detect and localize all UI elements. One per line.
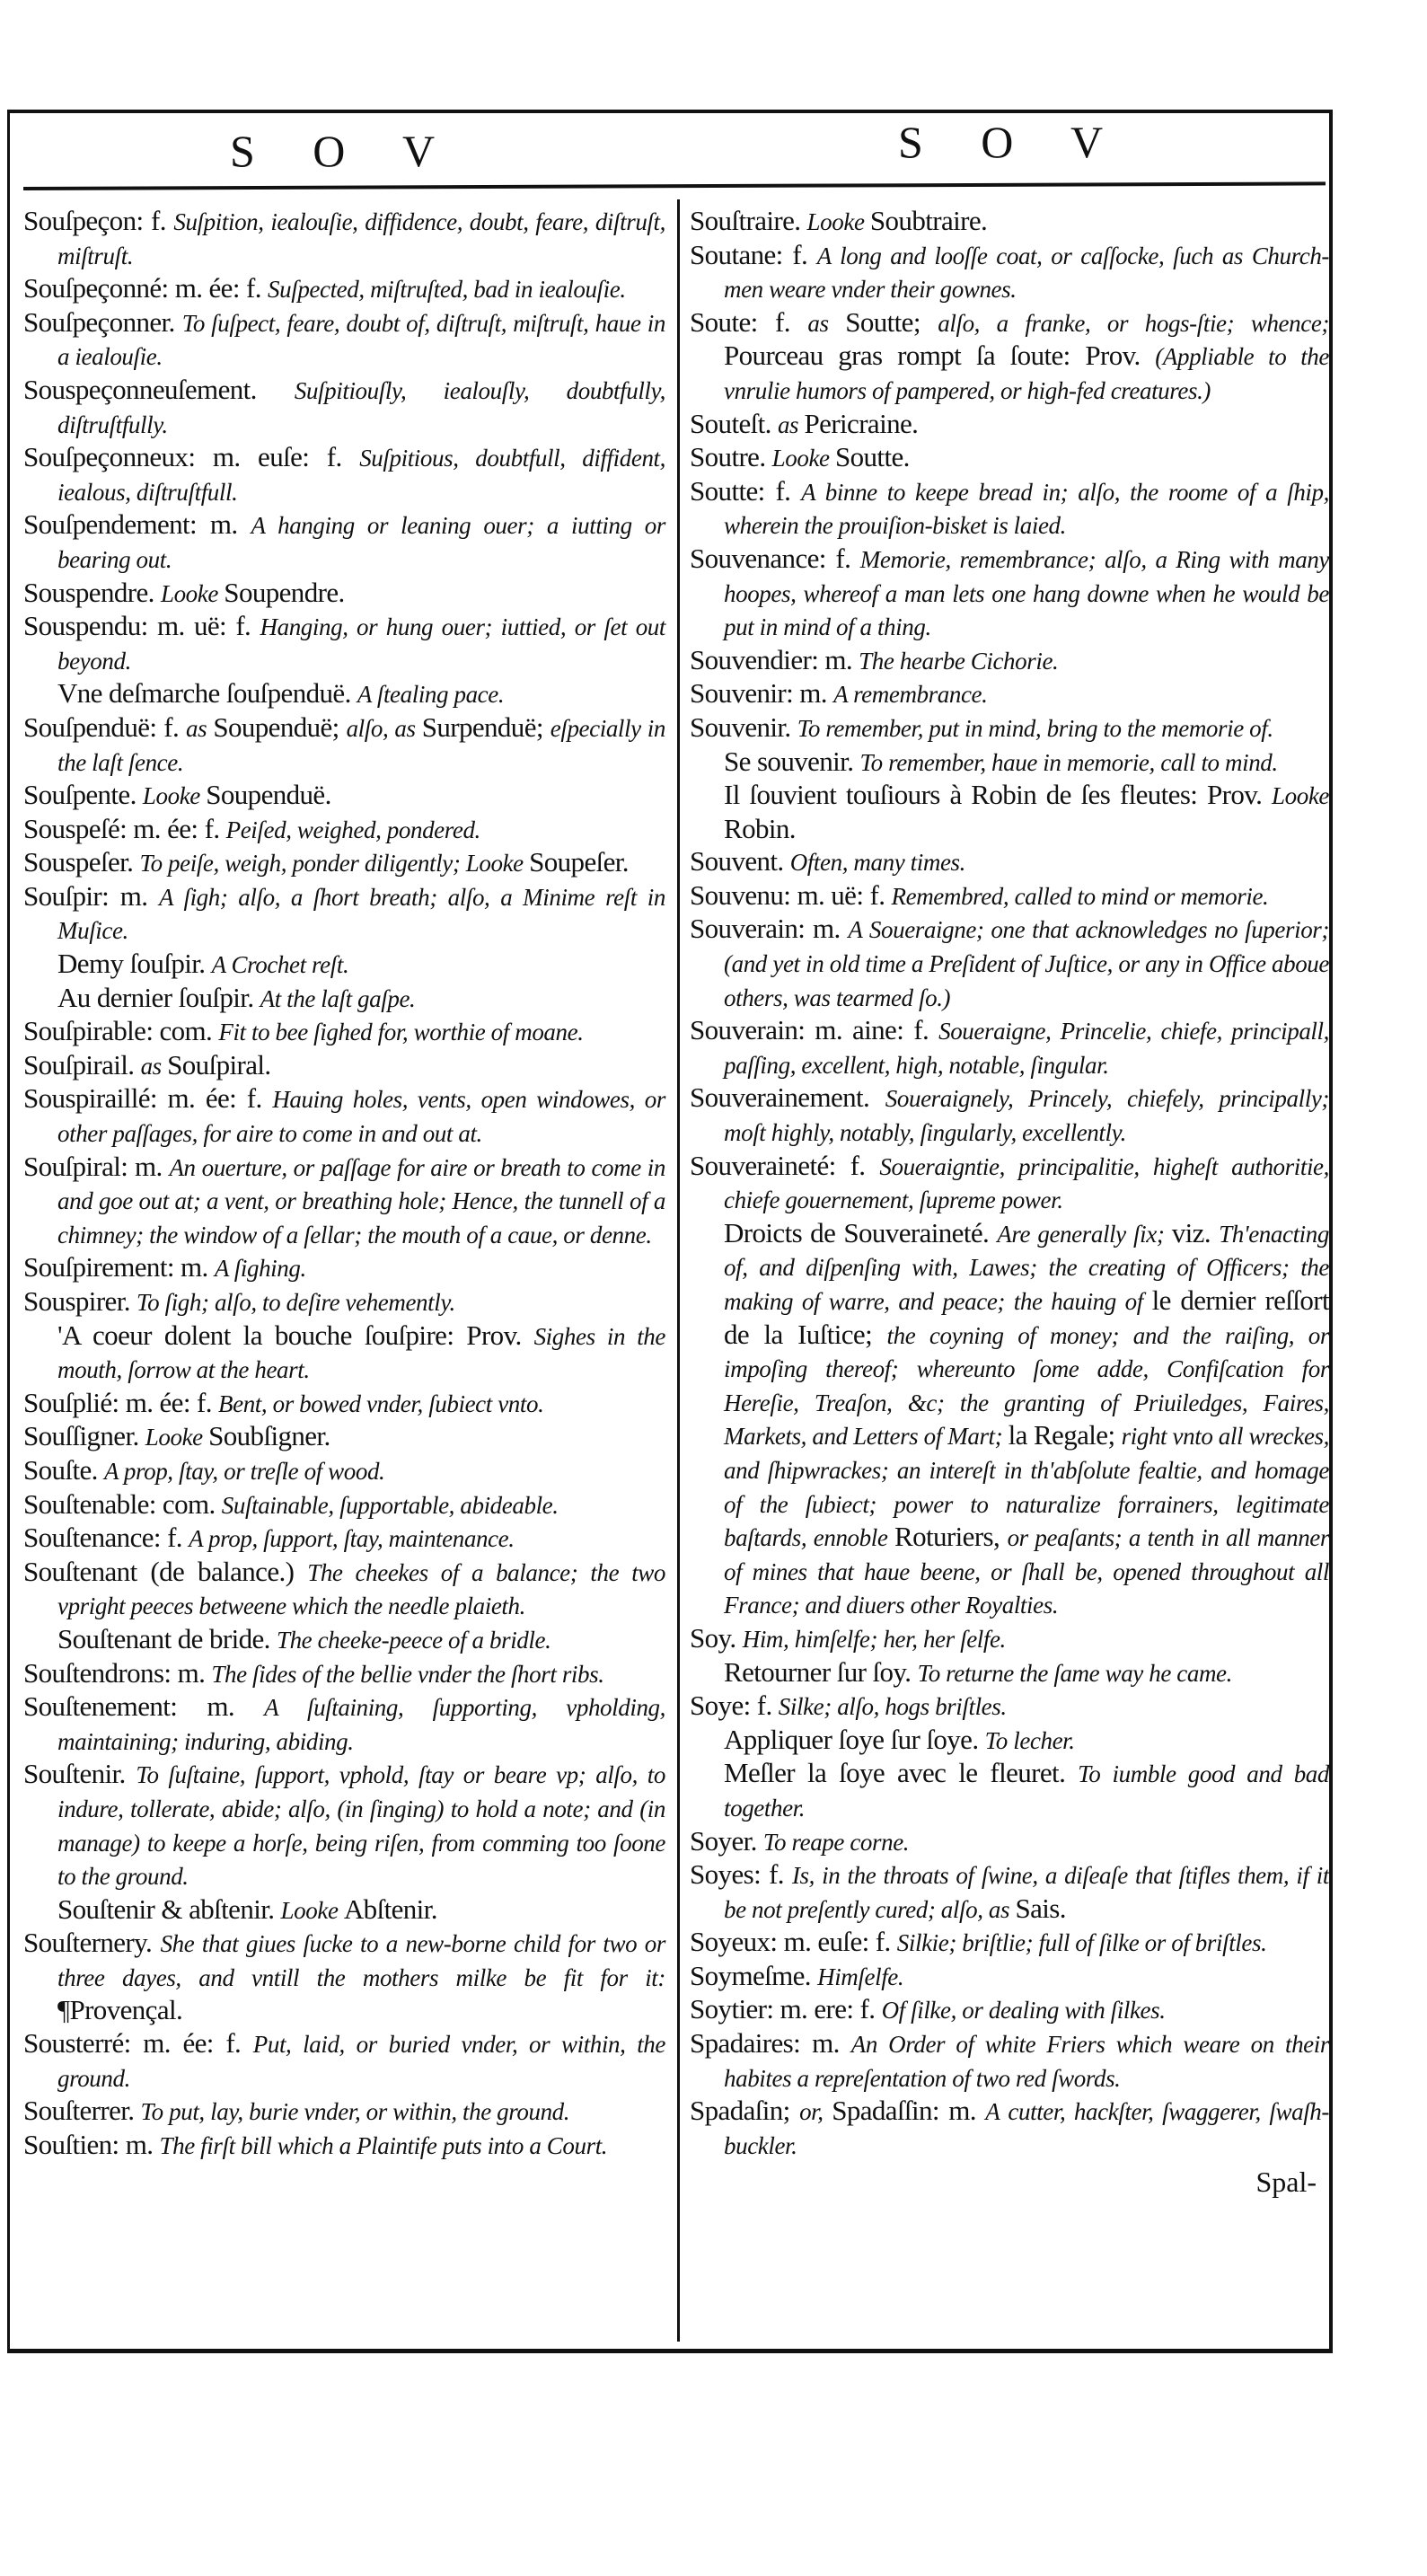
dictionary-entry: [23, 2129, 665, 2163]
english-gloss: Soueraigntie, principalitie, higheſt authoritie, chiefe gouernement, ſupreme power.: [724, 1152, 1329, 1214]
headword: Souſtenement: m.: [23, 1690, 265, 1723]
english-gloss: To returne the ſame way he came.: [917, 1659, 1232, 1687]
english-gloss: Looke: [280, 1896, 344, 1924]
dictionary-entry: [23, 306, 665, 374]
english-gloss: A Crochet reſt.: [211, 951, 349, 979]
headword: Souspeſer.: [23, 846, 140, 878]
english-gloss: To ſuſtaine, ſupport, vphold, ſtay or beare vp; alſo, to indure, tollerate, abide; alſo, (in ſinging) to hold a note; and (in manage) to keepe a horſe, being riſen, from comming too ſoone to the ground.: [57, 1761, 665, 1891]
headword: Souverain: m.: [690, 913, 849, 945]
french-text: Sais.: [1015, 1892, 1066, 1924]
french-text: la Regale;: [1008, 1419, 1122, 1451]
dictionary-entry: [690, 1960, 1329, 1994]
left-column: [23, 205, 665, 2162]
english-gloss: A prop, ſupport, ſtay, maintenance.: [189, 1525, 515, 1553]
french-text: ¶Provençal.: [57, 1994, 183, 2026]
sub-entry: [690, 1656, 1329, 1690]
headword: Souspendu: m. uë: f.: [23, 610, 260, 642]
headword: Souspeſé: m. ée: f.: [23, 812, 226, 844]
dictionary-entry: [690, 239, 1329, 306]
headword: Soyeux: m. euſe: f.: [690, 1926, 897, 1958]
dictionary-entry: [690, 711, 1329, 745]
french-text: Surpenduë;: [421, 710, 551, 743]
headword: Souſtenance: f.: [23, 1522, 189, 1554]
sub-entry: [690, 1757, 1329, 1824]
headword: Retourner ſur ſoy.: [724, 1655, 918, 1688]
english-gloss: To ſuſpect, feare, doubt of, diſtruſt, miſtruſt, haue in a iealouſie.: [57, 309, 665, 371]
french-text: Soupeſer.: [529, 846, 629, 878]
headword: Spadaſin;: [690, 2095, 800, 2127]
sub-entry: [690, 1724, 1329, 1758]
dictionary-entry: [23, 577, 665, 611]
headword: Souvenir: m.: [690, 677, 834, 710]
headword: Soytier: m. ere: f.: [690, 1993, 882, 2025]
dictionary-entry: [690, 1081, 1329, 1149]
english-gloss: A ſighing.: [214, 1255, 306, 1283]
english-gloss: as: [807, 309, 846, 337]
headword: Souſtraire.: [690, 205, 807, 236]
running-head-left: S O V: [230, 126, 459, 176]
english-gloss: Of ſilke, or dealing with ſilkes.: [881, 1997, 1166, 2025]
english-gloss: A prop, ſtay, or treſle of wood.: [103, 1457, 385, 1485]
french-text: viz.: [1171, 1216, 1220, 1248]
dictionary-entry: [23, 508, 665, 576]
english-gloss: The cheeke-peece of a bridle.: [276, 1626, 551, 1654]
dictionary-entry: [690, 1014, 1329, 1081]
dictionary-entry: [23, 1454, 665, 1488]
english-gloss: To iumble good and bad together.: [724, 1760, 1329, 1822]
headword: Souſpeçonné: m. ée: f.: [23, 272, 269, 304]
headword: Souſpeçonner.: [23, 305, 182, 338]
headword: Souſpir: m.: [23, 879, 160, 912]
headword: Souſte.: [23, 1453, 104, 1486]
dictionary-entry: [690, 306, 1329, 408]
french-text: Souſpiral.: [167, 1048, 271, 1081]
dictionary-entry: [23, 1927, 665, 2027]
english-gloss: alſo, a franke, or hogs-ſtie; whence;: [938, 309, 1329, 337]
headword: Soutane: f.: [690, 238, 817, 270]
headword: Souſpirable: com.: [23, 1015, 219, 1047]
dictionary-entry: [23, 2095, 665, 2129]
french-text: Pourceau gras rompt ſa ſoute: Prov.: [724, 340, 1156, 372]
right-column: [690, 205, 1329, 2351]
english-gloss: Soueraignely, Princely, chiefely, principally; moſt highly, notably, ſingularly, excellently.: [724, 1085, 1329, 1147]
french-text: Spadaſſin: m.: [832, 2095, 986, 2127]
headword: Sousterré: m. ée: f.: [23, 2027, 253, 2060]
english-gloss: Memorie, remembrance; alſo, a Ring with many hoopes, whereof a man lets one hang downe when he would be put in mind of a thing.: [724, 545, 1330, 641]
headword: Meſler la ſoye avec le fleuret.: [724, 1757, 1079, 1789]
english-gloss: To lecher.: [984, 1726, 1075, 1754]
dictionary-entry: [23, 1420, 665, 1454]
running-head-right: S O V: [898, 117, 1127, 167]
french-text: le dernier reſſort de la Iuſtice;: [724, 1284, 1329, 1350]
sub-entry: [23, 677, 665, 711]
headword: Souſpente.: [23, 779, 143, 811]
english-gloss: Looke: [145, 1424, 209, 1451]
english-gloss: A ſtealing pace.: [357, 681, 505, 709]
sub-entry: [23, 1893, 665, 1928]
headword: Soymeſme.: [690, 1959, 818, 1991]
english-gloss: eſpecially in the laſt ſence.: [57, 714, 665, 776]
english-gloss: To remember, haue in memorie, call to mind.: [859, 748, 1278, 776]
dictionary-entry: [690, 543, 1329, 644]
dictionary-entry: [690, 1622, 1329, 1656]
headword: Spadaires: m.: [690, 2027, 851, 2060]
headword: Souverain: m. aine: f.: [690, 1014, 939, 1046]
english-gloss: To remember, put in mind, bring to the memorie of.: [797, 714, 1273, 742]
dictionary-entry: [23, 1285, 665, 1319]
english-gloss: the coyning of money; and the raiſing, or impoſing thereof; whereunto ſome adde, Confiſcation for Hereſie, Treaſon, &c; the granting of Priuiledges, Faires, Markets, and Letters of Mart;: [724, 1321, 1329, 1451]
headword: Souſtenable: com.: [23, 1487, 222, 1520]
headword: Souvent.: [690, 845, 790, 878]
english-gloss: Often, many times.: [789, 849, 965, 877]
english-gloss: Hauing holes, vents, open windowes, or other paſſages, for aire to come in and out at.: [57, 1086, 665, 1148]
dictionary-entry: [23, 1657, 665, 1691]
headword: Soy.: [690, 1621, 743, 1654]
dictionary-entry: [690, 845, 1329, 879]
column-divider: [677, 199, 680, 2342]
english-gloss: Is, in the throats of ſwine, a diſeaſe that ſtifles them, if it be not preſently cured; alſo, as: [724, 1862, 1329, 1923]
headword: Appliquer ſoye ſur ſoye.: [724, 1723, 985, 1755]
english-gloss: (Appliable to the vnrulie humors of pampered, or high-fed creatures.): [724, 343, 1329, 404]
english-gloss: Suſpected, miſtruſted, bad in iealouſie.: [268, 276, 626, 304]
english-gloss: Sighes in the mouth, ſorrow at the heart.: [57, 1322, 665, 1384]
dictionary-entry: [23, 1556, 665, 1623]
sub-entry: [23, 948, 665, 982]
dictionary-entry: [23, 2027, 665, 2095]
dictionary-entry: [690, 205, 1329, 239]
dictionary-entry: [23, 610, 665, 677]
dictionary-entry: [23, 1151, 665, 1252]
headword: Souſpeçonneux: m. euſe: f.: [23, 441, 360, 473]
french-text: Soupendre.: [224, 576, 345, 608]
dictionary-entry: [23, 272, 665, 306]
dictionary-entry: [690, 644, 1329, 678]
headword: Souvenir.: [690, 710, 797, 743]
english-gloss: Peiſed, weighed, pondered.: [225, 816, 480, 843]
english-gloss: An Order of white Friers which weare on their habites a repreſentation of two red ſwords.: [724, 2031, 1329, 2092]
headword: Droicts de Souveraineté.: [724, 1216, 998, 1248]
headword: Souſtenant de bride.: [57, 1622, 277, 1654]
headword: Souſtien: m.: [23, 2128, 160, 2160]
dictionary-entry: [23, 1251, 665, 1285]
headword: Souſplié: m. ée: f.: [23, 1386, 219, 1418]
catchword: Spal-: [1255, 2166, 1317, 2198]
english-gloss: Put, laid, or buried vnder, or within, the ground.: [57, 2031, 665, 2092]
dictionary-entry: [690, 475, 1329, 543]
french-text: Soutte.: [834, 441, 910, 473]
headword: Souſpendement: m.: [23, 508, 251, 541]
headword: Soyes: f.: [690, 1858, 792, 1891]
english-gloss: Soueraigne, Princelie, chiefe, principall, paſſing, excellent, high, notable, ſingular.: [724, 1018, 1329, 1079]
english-gloss: The firſt bill which a Plaintife puts into a Court.: [159, 2131, 608, 2159]
english-gloss: Bent, or bowed vnder, ſubiect vnto.: [218, 1389, 544, 1417]
headword: Souspendre.: [23, 576, 161, 608]
headword: Souspeçonneuſement.: [23, 373, 295, 405]
english-gloss: A long and looſſe coat, or caſſocke, ſuch as Church-men weare vnder their gownes.: [724, 242, 1330, 304]
dictionary-entry: [23, 1758, 665, 1892]
dictionary-entry: [23, 779, 665, 813]
english-gloss: Remembred, called to mind or memorie.: [891, 882, 1269, 910]
dictionary-entry: [23, 846, 665, 880]
english-gloss: The hearbe Cichorie.: [859, 647, 1059, 675]
sub-entry: [23, 1623, 665, 1657]
headword: Souſterrer.: [23, 2095, 141, 2127]
french-text: Soubtraire.: [869, 205, 988, 236]
english-gloss: At the laſt gaſpe.: [260, 984, 416, 1012]
english-gloss: Looke: [142, 782, 207, 810]
sub-entry: [690, 779, 1329, 845]
french-text: Soutte;: [845, 305, 938, 338]
french-text: Soupenduë.: [206, 779, 331, 811]
headword: Souteſt.: [690, 407, 778, 439]
dictionary-entry: [23, 1015, 665, 1049]
headword: Souvenance: f.: [690, 542, 860, 574]
french-text: Soubſigner.: [208, 1420, 330, 1452]
french-text: Pericraine.: [804, 407, 919, 439]
sub-entry: [690, 745, 1329, 780]
english-gloss: right vnto all wreckes, and ſhipwrackes; an intereſt in th'abſolute fealtie, and homage of the ſubiect; power to naturalize forrainers, legitimate baſtards, ennoble: [724, 1423, 1329, 1552]
english-gloss: A ſigh; alſo, a ſhort breath; alſo, a Minime reſt in Muſice.: [57, 883, 665, 945]
english-gloss: Looke: [806, 208, 870, 235]
headword: Souſtenir & abſtenir.: [57, 1892, 281, 1925]
english-gloss: or peaſants; a tenth in all manner of mines that haue beene, or ſhall be, opened throughout all France; and diuers other Royalties.: [724, 1524, 1329, 1619]
english-gloss: Suſpitiouſly, iealouſly, doubtfully, diſtruſtfully.: [57, 376, 665, 438]
dictionary-entry: [690, 2027, 1329, 2095]
english-gloss: Him, himſelfe; her, her ſelfe.: [742, 1625, 1006, 1653]
dictionary-entry: [690, 879, 1329, 913]
dictionary-entry: [23, 880, 665, 948]
headword: Se souvenir.: [724, 745, 860, 777]
headword: Soyer.: [690, 1824, 763, 1857]
english-gloss: Looke: [160, 579, 225, 607]
english-gloss: An ouerture, or paſſage for aire or breath to come in and goe out at; a vent, or breathing hole; Hence, the tunnell of a chimney; the window of a ſellar; the mouth of a caue, or denne.: [57, 1153, 665, 1248]
dictionary-entry: [690, 408, 1329, 442]
english-gloss: Himſelfe.: [817, 1963, 904, 1990]
headword: Souſpenduë: f.: [23, 710, 187, 743]
dictionary-entry: [690, 441, 1329, 475]
headword: Demy ſouſpir.: [57, 948, 212, 980]
headword: Souſpeçon: f.: [23, 205, 174, 236]
english-gloss: Silke; alſo, hogs briſtles.: [778, 1693, 1007, 1721]
right-column-entries: [690, 205, 1329, 2162]
english-gloss: A hanging or leaning ouer; a iutting or bearing out.: [57, 512, 665, 573]
headword: Souverainement.: [690, 1081, 885, 1114]
dictionary-entry: [23, 1387, 665, 1421]
english-gloss: or,: [799, 2098, 832, 2126]
dictionary-entry: [23, 1522, 665, 1556]
dictionary-entry: [690, 1993, 1329, 2027]
dictionary-entry: [23, 711, 665, 779]
headword: Souſpirement: m.: [23, 1251, 215, 1284]
headword: Souſtenant (de balance.): [23, 1555, 308, 1587]
english-gloss: Suſpition, iealouſie, diffidence, doubt, feare, diſtruſt, miſtruſt.: [57, 208, 665, 269]
english-gloss: Looke: [1272, 782, 1329, 810]
dictionary-entry: [690, 913, 1329, 1014]
headword: Souſtendrons: m.: [23, 1656, 212, 1689]
sub-entry: [23, 982, 665, 1016]
english-gloss: A remembrance.: [833, 681, 988, 709]
dictionary-entry: [23, 1690, 665, 1758]
french-text: Roturiers,: [894, 1521, 1008, 1553]
english-gloss: Hanging, or hung ouer; iuttied, or ſet out beyond.: [57, 613, 665, 675]
french-text: Soupenduë;: [213, 710, 347, 743]
english-gloss: A binne to keepe bread in; alſo, the roome of a ſhip, wherein the prouiſion-bisket is laied.: [724, 478, 1329, 540]
headword: Souvendier: m.: [690, 643, 859, 675]
english-gloss: as: [140, 1052, 168, 1080]
sub-entry: [690, 1217, 1329, 1622]
english-gloss: alſo, as: [346, 714, 422, 742]
dictionary-entry: [23, 374, 665, 441]
english-gloss: A ſuſtaining, ſupporting, vpholding, maintaining; induring, abiding.: [57, 1694, 665, 1755]
headword: Au dernier ſouſpir.: [57, 981, 260, 1013]
dictionary-entry: [23, 205, 665, 272]
english-gloss: To put, lay, burie vnder, or within, the ground.: [140, 2098, 570, 2126]
headword: Souſpirail.: [23, 1048, 141, 1081]
dictionary-entry: [690, 1689, 1329, 1724]
english-gloss: as: [186, 714, 214, 742]
headword: 'A coeur dolent la bouche ſouſpire: Prov.: [57, 1319, 534, 1351]
dictionary-entry: [690, 1858, 1329, 1926]
english-gloss: Fit to bee ſighed for, worthie of moane.: [218, 1019, 584, 1046]
headword: Souspiraillé: m. ée: f.: [23, 1082, 273, 1115]
headword: Vne deſmarche ſouſpenduë.: [57, 677, 357, 710]
english-gloss: Suſpitious, doubtfull, diffident, iealous, diſtruſtfull.: [57, 445, 665, 506]
sub-entry: [23, 1319, 665, 1387]
dictionary-entry: [690, 2095, 1329, 2162]
dictionary-entry: [23, 1488, 665, 1522]
headword: Soutre.: [690, 441, 772, 473]
headword: Souvenu: m. uë: f.: [690, 878, 892, 911]
headword: Souveraineté: f.: [690, 1149, 880, 1181]
dictionary-entry: [23, 1049, 665, 1083]
english-gloss: To peiſe, weigh, ponder diligently; Looke: [139, 850, 530, 878]
english-gloss: Suſtainable, ſupportable, abideable.: [221, 1491, 559, 1519]
english-gloss: The cheekes of a balance; the two vpright peeces betweene which the needle plaieth.: [57, 1558, 666, 1620]
english-gloss: Th'enacting of, and diſpenſing with, Lawes; the creating of Officers; the making of warre, and peace; the hauing of: [724, 1220, 1329, 1315]
dictionary-entry: [690, 677, 1329, 711]
english-gloss: Looke: [771, 445, 835, 472]
headword: Il ſouvient touſiours à Robin de ſes fleutes: Prov.: [724, 779, 1273, 811]
dictionary-entry: [23, 813, 665, 847]
headword: Soye: f.: [690, 1689, 779, 1722]
english-gloss: A cutter, hackſter, ſwaggerer, ſwaſh-buckler.: [724, 2098, 1329, 2159]
english-gloss: The ſides of the bellie vnder the ſhort ribs.: [211, 1660, 604, 1688]
dictionary-entry: [690, 1150, 1329, 1217]
english-gloss: To ſigh; alſo, to deſire vehemently.: [137, 1289, 455, 1316]
english-gloss: Silkie; briſtlie; full of ſilke or of briſtles.: [896, 1929, 1267, 1957]
french-text: Abſtenir.: [343, 1892, 437, 1925]
english-gloss: She that giues ſucke to a new-borne child for two or three dayes, and vntill the mothers milke be fit for it:: [57, 1930, 666, 1991]
headword: Souſpiral: m.: [23, 1150, 170, 1182]
dictionary-entry: [23, 441, 665, 508]
headword: Souſternery.: [23, 1927, 161, 1959]
english-gloss: as: [777, 410, 805, 438]
english-gloss: Are generally ſix;: [997, 1220, 1172, 1248]
dictionary-entry: [690, 1825, 1329, 1859]
headword: Soute: f.: [690, 305, 808, 338]
headword: Souſtenir.: [23, 1758, 137, 1790]
headword: Soutte: f.: [690, 474, 802, 507]
headword: Souſſigner.: [23, 1420, 145, 1452]
english-gloss: To reape corne.: [762, 1828, 910, 1856]
french-text: Robin.: [724, 812, 796, 844]
dictionary-entry: [23, 1082, 665, 1150]
english-gloss: A Soueraigne; one that acknowledges no ſuperior; (and yet in old time a Preſident of Juſtice, or any in Office aboue others, was tearmed ſo.): [724, 916, 1329, 1011]
dictionary-entry: [690, 1926, 1329, 1960]
headword: Souspirer.: [23, 1285, 137, 1317]
